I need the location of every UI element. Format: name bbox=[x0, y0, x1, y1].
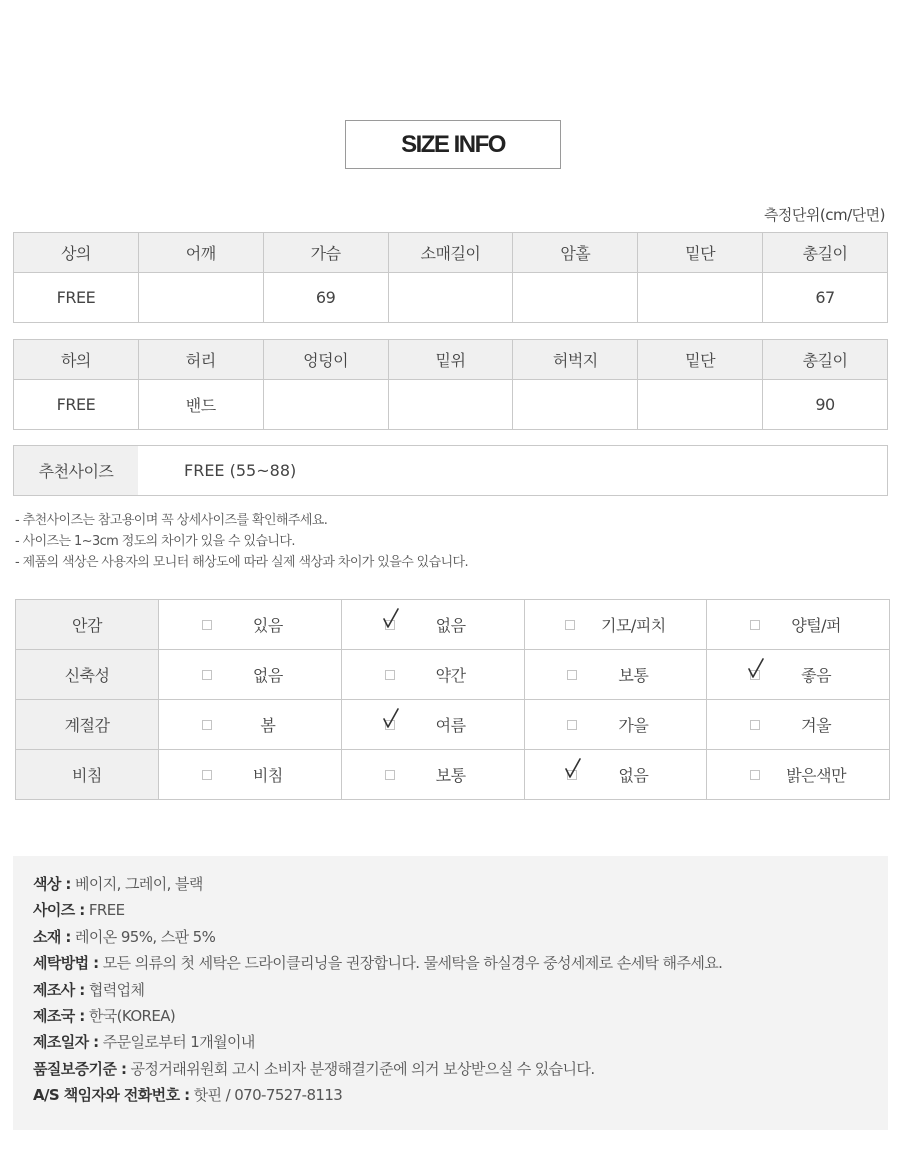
info-row bbox=[33, 924, 888, 950]
checkmark-icon bbox=[381, 707, 401, 731]
option-label: 양털/퍼 bbox=[791, 616, 841, 635]
info-row bbox=[33, 1029, 888, 1055]
option-label: 가을 bbox=[618, 716, 649, 735]
attribute-option bbox=[341, 750, 524, 800]
bottom-size-table bbox=[13, 339, 888, 430]
top-sleeve-value bbox=[388, 273, 513, 323]
top-length-value: 67 bbox=[763, 273, 888, 323]
option-label: 봄 bbox=[260, 716, 276, 735]
size-note: - 추천사이즈는 참고용이며 꼭 상세사이즈를 확인해주세요. bbox=[15, 513, 328, 528]
checkbox bbox=[202, 770, 212, 780]
product-info-box bbox=[13, 856, 888, 1130]
option-label: 없음 bbox=[252, 666, 283, 685]
info-row bbox=[33, 871, 888, 897]
attribute-row bbox=[16, 750, 890, 800]
checkbox bbox=[750, 770, 760, 780]
attribute-option bbox=[159, 650, 342, 700]
attribute-option bbox=[524, 750, 707, 800]
attribute-option bbox=[524, 650, 707, 700]
attribute-option bbox=[707, 750, 890, 800]
attribute-option bbox=[159, 750, 342, 800]
attribute-option bbox=[159, 700, 342, 750]
bottom-header-hem: 밑단 bbox=[638, 340, 763, 380]
top-header-chest: 가슴 bbox=[263, 233, 388, 273]
attribute-option bbox=[341, 600, 524, 650]
option-label: 여름 bbox=[435, 716, 466, 735]
fabric-attribute-table bbox=[15, 599, 890, 800]
top-shoulder-value bbox=[138, 273, 263, 323]
checkbox bbox=[750, 720, 760, 730]
bottom-hem-value bbox=[638, 380, 763, 430]
option-label: 밝은색만 bbox=[786, 766, 847, 785]
info-value: 협력업체 bbox=[88, 980, 145, 999]
size-note: - 제품의 색상은 사용자의 모니터 해상도에 따라 실제 색상과 차이가 있을수 있습니다. bbox=[15, 555, 469, 570]
bottom-rise-value bbox=[388, 380, 513, 430]
info-key: 사이즈 : bbox=[33, 901, 85, 920]
top-size-value-row bbox=[14, 273, 888, 323]
attribute-option bbox=[707, 650, 890, 700]
checkmark-icon bbox=[746, 657, 766, 681]
attribute-option bbox=[159, 600, 342, 650]
checkbox bbox=[385, 620, 395, 630]
info-key: 품질보증기준 : bbox=[33, 1059, 127, 1078]
top-header-sleeve: 소매길이 bbox=[388, 233, 513, 273]
top-header-category: 상의 bbox=[14, 233, 139, 273]
info-value: 핫핀 / 070-7527-8113 bbox=[193, 1086, 343, 1105]
checkbox bbox=[385, 770, 395, 780]
top-header-length: 총길이 bbox=[763, 233, 888, 273]
size-info-title: SIZE INFO bbox=[345, 120, 561, 169]
top-size-label: FREE bbox=[14, 273, 139, 323]
info-row bbox=[33, 977, 888, 1003]
top-hem-value bbox=[638, 273, 763, 323]
bottom-header-length: 총길이 bbox=[763, 340, 888, 380]
bottom-header-hip: 엉덩이 bbox=[263, 340, 388, 380]
info-value: 베이지, 그레이, 블랙 bbox=[74, 875, 203, 893]
bottom-thigh-value bbox=[513, 380, 638, 430]
checkbox bbox=[385, 670, 395, 680]
option-label: 보통 bbox=[618, 666, 649, 685]
option-label: 기모/피치 bbox=[601, 616, 666, 635]
attribute-option bbox=[524, 600, 707, 650]
top-chest-value: 69 bbox=[263, 273, 388, 323]
attribute-option bbox=[524, 700, 707, 750]
info-row bbox=[33, 1082, 888, 1108]
size-notes bbox=[15, 510, 468, 573]
option-label: 비침 bbox=[252, 766, 283, 785]
checkbox bbox=[565, 620, 575, 630]
bottom-header-rise: 밑위 bbox=[388, 340, 513, 380]
checkbox bbox=[567, 770, 577, 780]
info-row bbox=[33, 1056, 888, 1082]
top-size-header-row bbox=[14, 233, 888, 273]
top-armhole-value bbox=[513, 273, 638, 323]
info-value: 모든 의류의 첫 세탁은 드라이클리닝을 권장합니다. 물세탁을 하실경우 중성세제로 손세탁 해주세요. bbox=[102, 954, 723, 973]
checkbox bbox=[202, 620, 212, 630]
option-label: 없음 bbox=[435, 616, 466, 635]
recommended-size-box bbox=[13, 445, 888, 496]
info-key: 세탁방법 : bbox=[33, 954, 99, 973]
attribute-label: 신축성 bbox=[16, 650, 159, 700]
bottom-header-thigh: 허벅지 bbox=[513, 340, 638, 380]
bottom-header-category: 하의 bbox=[14, 340, 139, 380]
attribute-label: 안감 bbox=[16, 600, 159, 650]
checkbox bbox=[202, 720, 212, 730]
attribute-option bbox=[341, 700, 524, 750]
checkbox bbox=[567, 670, 577, 680]
checkbox bbox=[202, 670, 212, 680]
attribute-row bbox=[16, 650, 890, 700]
bottom-header-waist: 허리 bbox=[138, 340, 263, 380]
info-value: 주문일로부터 1개월이내 bbox=[102, 1033, 255, 1052]
recommended-size-label: 추천사이즈 bbox=[14, 446, 138, 495]
bottom-size-header-row bbox=[14, 340, 888, 380]
size-note: - 사이즈는 1~3cm 정도의 차이가 있을 수 있습니다. bbox=[15, 534, 295, 549]
bottom-waist-value: 밴드 bbox=[138, 380, 263, 430]
info-key: 소재 : bbox=[33, 927, 71, 946]
measurement-unit-note: 측정단위(cm/단면) bbox=[763, 206, 885, 224]
option-label: 약간 bbox=[435, 666, 466, 685]
info-value: 한국(KOREA) bbox=[88, 1007, 176, 1026]
info-key: 제조사 : bbox=[33, 980, 85, 999]
info-key: A/S 책임자와 전화번호 : bbox=[33, 1086, 190, 1105]
attribute-option bbox=[707, 600, 890, 650]
checkbox bbox=[750, 620, 760, 630]
info-row bbox=[33, 950, 888, 976]
bottom-hip-value bbox=[263, 380, 388, 430]
option-label: 좋음 bbox=[801, 666, 832, 685]
recommended-size-value: FREE (55~88) bbox=[184, 461, 297, 480]
option-label: 보통 bbox=[435, 766, 466, 785]
option-label: 있음 bbox=[252, 616, 283, 635]
attribute-option bbox=[707, 700, 890, 750]
checkbox bbox=[750, 670, 760, 680]
checkmark-icon bbox=[563, 757, 583, 781]
top-header-hem: 밑단 bbox=[638, 233, 763, 273]
option-label: 겨울 bbox=[801, 716, 832, 735]
attribute-label: 계절감 bbox=[16, 700, 159, 750]
info-value: FREE bbox=[88, 901, 125, 920]
attribute-row bbox=[16, 700, 890, 750]
attribute-label: 비침 bbox=[16, 750, 159, 800]
attribute-row bbox=[16, 600, 890, 650]
info-value: 공정거래위원회 고시 소비자 분쟁해결기준에 의거 보상받으실 수 있습니다. bbox=[130, 1059, 595, 1078]
checkbox bbox=[567, 720, 577, 730]
checkbox bbox=[385, 720, 395, 730]
info-key: 색상 : bbox=[33, 875, 71, 893]
info-key: 제조국 : bbox=[33, 1007, 85, 1026]
attribute-option bbox=[341, 650, 524, 700]
info-key: 제조일자 : bbox=[33, 1033, 99, 1052]
info-row bbox=[33, 897, 888, 923]
bottom-size-label: FREE bbox=[14, 380, 139, 430]
info-value: 레이온 95%, 스판 5% bbox=[74, 927, 216, 946]
option-label: 없음 bbox=[618, 766, 649, 785]
bottom-size-value-row bbox=[14, 380, 888, 430]
top-header-armhole: 암홀 bbox=[513, 233, 638, 273]
top-size-table bbox=[13, 232, 888, 323]
top-header-shoulder: 어깨 bbox=[138, 233, 263, 273]
bottom-length-value: 90 bbox=[763, 380, 888, 430]
info-row bbox=[33, 1003, 888, 1029]
checkmark-icon bbox=[381, 607, 401, 631]
